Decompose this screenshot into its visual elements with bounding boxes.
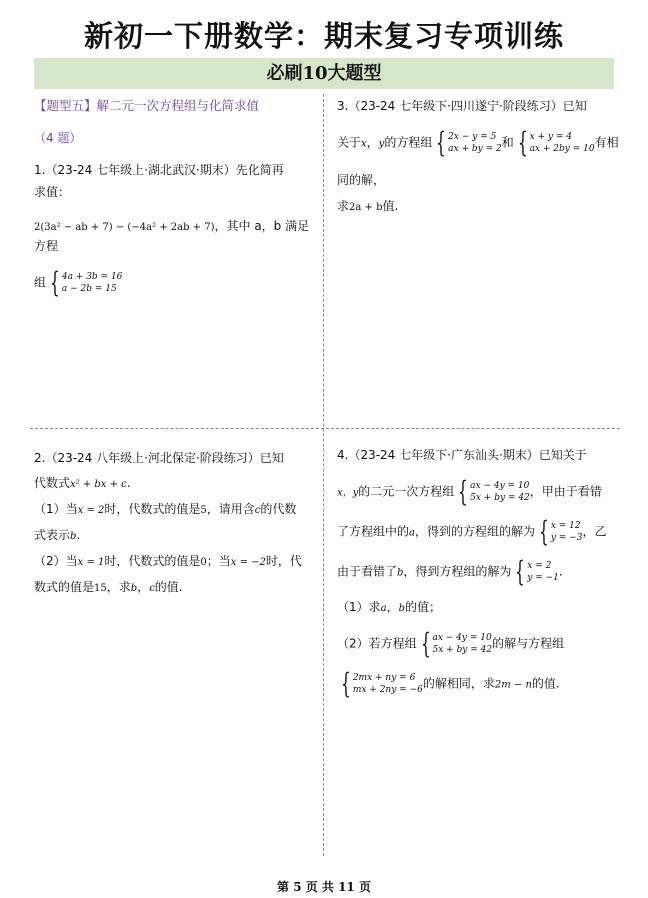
brace-icon: { (420, 627, 431, 660)
q4-part2-system (417, 627, 493, 660)
q4-solution-1 (535, 515, 583, 548)
q2-line2 (34, 471, 319, 497)
q3-eq: ax + 2by = 10 (529, 144, 595, 154)
q4-text: （1）求 (337, 600, 381, 614)
q3-text: 的方程组 (384, 135, 433, 150)
q4-part2 (337, 627, 622, 660)
q4-solution-2 (511, 555, 559, 588)
q3-math: y (378, 138, 385, 150)
q2-text: 式表示 (34, 528, 71, 542)
q4-math: a (409, 527, 415, 539)
q4-text: 了方程组中的 (337, 524, 410, 539)
q4-math: 2m − n (494, 679, 532, 691)
left-bottom-column (34, 446, 319, 601)
q3-math: x (361, 138, 367, 150)
q2-text: . (76, 528, 81, 542)
q4-eq: ax − 4y = 10 (470, 481, 530, 491)
column-divider (323, 94, 324, 856)
q4-part1 (337, 598, 622, 618)
q4-math: x，y (337, 487, 359, 499)
q4-eq: x = 12 (550, 521, 581, 531)
q2-text: 数式的值是 (34, 580, 95, 594)
q4-text: ，得到方程组的解为 (403, 564, 512, 579)
q4-part2-line2 (337, 667, 622, 700)
q1-line2: 求值： (34, 185, 71, 199)
q4-math: b (397, 567, 404, 579)
q2-text: 代数式 (34, 476, 71, 490)
q4-text: 的解与方程组 (492, 636, 565, 651)
q2-text: 的值. (154, 580, 183, 594)
q2-math: c (254, 505, 261, 516)
q4-text: ，甲由于看错 (529, 484, 602, 499)
page-footer: 第 5 页 共 11 页 (277, 880, 371, 894)
q4-math: b (398, 603, 406, 614)
q3-text: 关于 (337, 135, 362, 150)
q2-math: x = 2 (77, 505, 105, 516)
q4-system (454, 475, 530, 508)
q4-line4 (337, 555, 622, 588)
q1-expression-line (34, 217, 319, 255)
right-top-column (337, 97, 622, 217)
q4-text: 由于看错了 (337, 564, 398, 579)
right-bottom-column (337, 446, 622, 698)
q3-eq: x + y = 4 (529, 132, 572, 142)
q3-math: 2a + b (349, 202, 383, 213)
brace-icon: { (341, 667, 351, 700)
q3-line1: 3.（23-24 七年级下·四川遂宁·阶段练习）已知 (337, 99, 587, 113)
q4-text: （2）若方程组 (337, 636, 417, 651)
q2-math: b (70, 531, 77, 542)
q2-text: 时，代数式的值是 (104, 554, 201, 568)
page-title: 新初一下册数学：期末复习专项训练 (83, 19, 564, 53)
q2-text: ， (137, 580, 150, 594)
q3-text: 和 (501, 135, 514, 150)
q4-eq: ax − 4y = 10 (432, 633, 492, 643)
left-top-column (34, 97, 319, 297)
brace-icon: { (436, 126, 447, 159)
q1-eq-2: a − 2b = 15 (61, 284, 117, 294)
q4-text: 的值； (405, 600, 442, 614)
q3-text: ， (366, 135, 379, 150)
q4-eq: mx + 2ny = −6 (352, 685, 423, 695)
q2-text: 时，代 (265, 554, 302, 568)
q2-expression: x² + bx + c (70, 479, 127, 490)
q2-text: （1）当 (34, 502, 78, 516)
brace-icon: { (515, 555, 526, 588)
q4-part2-system-2 (337, 667, 423, 700)
q4-eq: y = −3 (550, 533, 583, 543)
brace-icon: { (50, 266, 60, 299)
q4-line3 (337, 515, 622, 548)
q2-math: b (130, 583, 138, 594)
q2-text: ，求 (106, 580, 131, 594)
q4-text: 的二元一次方程组 (358, 484, 455, 499)
section-count: （4 题） (34, 131, 82, 145)
q2-math: x = −2 (230, 557, 266, 568)
subtitle-banner: 必刷10大题型 (34, 58, 614, 89)
q1-condition: ，其中 a，b 满足方程 (34, 219, 310, 253)
q2-text: ，请用含 (206, 502, 255, 516)
q3-line2 (337, 126, 622, 159)
q1-system-prefix: 组 (34, 275, 47, 290)
q1-line1: 1.（23-24 七年级上·湖北武汉·期末）先化简再 (34, 163, 284, 177)
brace-icon: { (539, 515, 549, 548)
q3-line3: 同的解， (337, 173, 386, 187)
q3-text: 值. (382, 199, 399, 213)
q4-eq: y = −1 (527, 573, 559, 583)
q2-part1-line1 (34, 497, 319, 523)
q4-text: ，得到的方程组的解为 (414, 524, 535, 539)
q2-part2-line2 (34, 575, 319, 601)
q2-text: （2）当 (34, 554, 78, 568)
q2-math: 0 (200, 557, 207, 568)
q2-text: 的代数 (260, 502, 297, 516)
q4-eq: 5x + by = 42 (470, 493, 530, 503)
q4-line1: 4.（23-24 七年级下·广东汕头·期末）已知关于 (337, 448, 587, 462)
q2-text: 时，代数式的值是 (104, 502, 201, 516)
brace-icon: { (517, 126, 528, 159)
brace-icon: { (458, 475, 469, 508)
q1-system-line (34, 266, 319, 299)
q3-eq: ax + by = 2 (448, 144, 502, 154)
q4-text: . (558, 564, 563, 579)
q4-eq: x = 2 (527, 561, 552, 571)
q2-part1-line2 (34, 523, 319, 549)
q3-system-2 (514, 126, 595, 159)
q3-text: 求 (337, 199, 350, 213)
q4-text: ， (386, 600, 399, 614)
section-heading: 【题型五】解二元一次方程组与化简求值 (34, 98, 260, 113)
row-divider (30, 428, 620, 429)
q1-expression: 2(3a² − ab + 7) − (−4a² + 2ab + 7) (34, 222, 215, 233)
q4-text: ，乙 (582, 524, 607, 539)
q2-text: ；当 (206, 554, 231, 568)
q2-math: x = 1 (77, 557, 105, 568)
q2-math: 5 (200, 505, 207, 516)
q2-text: . (126, 476, 131, 490)
q4-eq: 5x + by = 42 (432, 645, 493, 655)
q2-part2-line1 (34, 549, 319, 575)
q4-text: 的解相同，求 (422, 676, 495, 691)
q4-eq: 2mx + ny = 6 (352, 673, 416, 683)
q2-math: 15 (94, 583, 107, 594)
q4-text: 的值. (531, 676, 560, 691)
q4-math: a (380, 603, 387, 614)
q4-line2 (337, 475, 622, 508)
q2-math: c (149, 583, 155, 594)
q3-system-1 (432, 126, 502, 159)
q1-eq-1: 4a + 3b = 16 (61, 272, 123, 282)
q3-eq: 2x − y = 5 (448, 132, 497, 142)
q2-line1: 2.（23-24 八年级上·河北保定·阶段练习）已知 (34, 451, 284, 465)
q1-equation-system (46, 266, 123, 299)
q3-line4 (337, 197, 622, 217)
q3-text: 有相 (594, 135, 619, 150)
